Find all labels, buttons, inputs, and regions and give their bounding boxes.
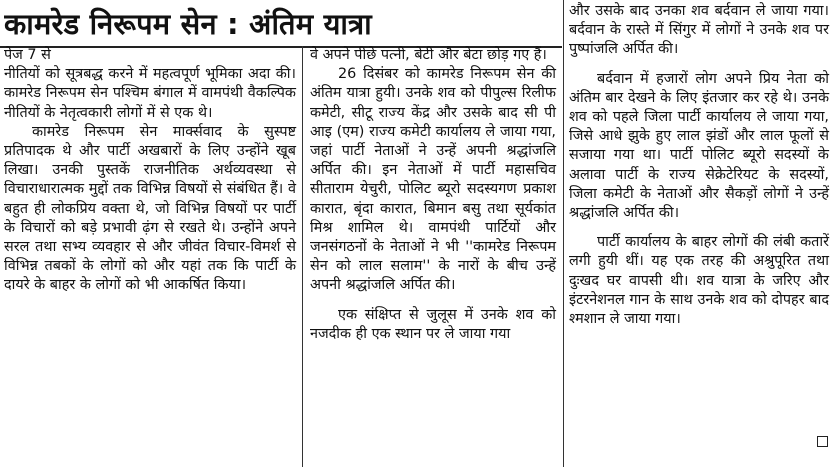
column-divider-1 bbox=[302, 46, 303, 467]
column-3-paragraph-1: और उसके बाद उनका शव बर्दवान ले जाया गया। बर्दवान के रास्ते में सिंगुर में लोगों ने उनके शव पर पुष्पांजलि अर्पित की। bbox=[569, 3, 829, 58]
column-1-paragraph-2: कामरेड निरूपम सेन मार्क्सवाद के सुस्पष्ट प्रतिपादक थे और पार्टी अखबारों के लिए उन्होंने खूब लिखा। उनकी पुस्तकें राजनीतिक अर्थव्यवस्था से विचाराधारात्मक मुद्दों तक विभिन्न विषयों से संबंधित हैं। वे बहुत ही लोकप्रिय वक्ता थे, जो विभिन्न विषयों पर पार्टी के विचारों को बड़े प्रभावी ढ़ंग से रखते थे। उन्होंने अपने सरल तथा सभ्य व्यवहार से और जीवंत विचार-विमर्श से विभिन्न तबकों के लोगों को और यहां तक कि पार्टी के दायरे के बाहर के लोगों को भी आकर्षित किया। bbox=[4, 123, 296, 294]
column-2-paragraph-3: एक संक्षिप्त से जुलूस में उनके शव को नजदीक ही एक स्थान पर ले जाया गया bbox=[310, 306, 556, 342]
column-3-paragraph-3: पार्टी कार्यालय के बाहर लोगों की लंबी कतारें लगी हुयी थीं। यह एक तरह की अश्रुपूरित तथा दुःखद घर वापसी थी। शव यात्रा के जरिए और इंटरनेशनल गान के साथ उनके शव को दोपहर बाद श्मशान ले जाया गया। bbox=[569, 234, 829, 328]
column-1 bbox=[4, 46, 296, 296]
continued-from-label: पेज 7 से bbox=[4, 47, 51, 63]
column-2-paragraph-2: 26 दिसंबर को कामरेड निरूपम सेन की अंतिम यात्रा हुयी। उनके शव को पीपुल्स रिलीफ कमेटी, सीटू राज्य केंद्र और उसके बाद सी पी आइ (एम) राज्य कमेटी कार्यालय ले जाया गया, जहां पार्टी नेताओं ने उन्हें अपनी श्रद्धांजलि अर्पित की। इन नेताओं में पार्टी महासचिव सीताराम येचुरी, पोलिट ब्यूरो सदस्यगण प्रकाश कारात, बृंदा कारात, बिमान बसु तथा सूर्यकांत मिश्र शामिल थे। वामपंथी पार्टियों और जनसंगठनों के नेताओं ने भी ''कामरेड निरूपम सेन को लाल सलाम'' के नारों के बीच उन्हें अपनी श्रद्धांजलि अर्पित की। bbox=[310, 66, 556, 294]
column-1-paragraph-1: नीतियों को सूत्रबद्ध करने में महत्वपूर्ण भूमिका अदा की। कामरेड निरूपम सेन पश्चिम बंगाल में वामपंथी वैकल्पिक नीतियों के नेतृत्वकारी लोगों में से एक थे। bbox=[4, 66, 296, 121]
column-3-paragraph-2: बर्दवान में हजारों लोग अपने प्रिय नेता को अंतिम बार देखने के लिए इंतजार कर रहे थे। उनके शव को पहले जिला पार्टी कार्यालय ले जाया गया, जिसे आधे झुके हुए लाल झंडों और लाल फूलों से सजाया गया था। पार्टी पोलिट ब्यूरो सदस्यों के अलावा पार्टी के राज्य सेक्रेटेरियट के सदस्यों, जिला कमेटी के नेताओं और सैकड़ों लोगों ने उन्हें श्रद्धांजलि अर्पित की। bbox=[569, 70, 829, 222]
column-2 bbox=[310, 46, 556, 344]
column-3 bbox=[569, 2, 829, 329]
article-end-box-icon bbox=[817, 436, 828, 447]
column-divider-2 bbox=[563, 0, 564, 467]
column-2-paragraph-1: वे अपने पीछे पत्नी, बेटी और बेटा छोड़ गए हैं। bbox=[310, 47, 547, 63]
headline: कामरेड निरूपम सेन : अंतिम यात्रा bbox=[4, 7, 372, 41]
